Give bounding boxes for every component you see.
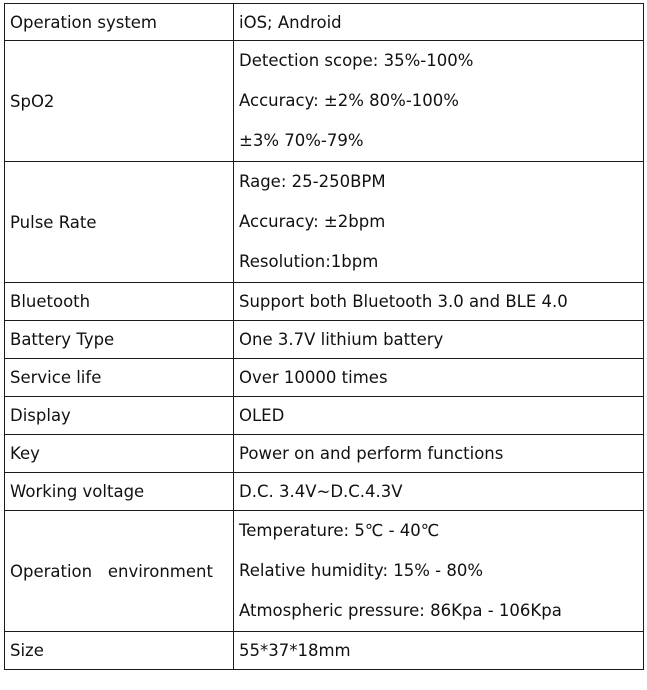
row-value: ±3% 70%-79% <box>239 131 364 150</box>
row-value-cell <box>234 511 644 632</box>
row-value: Relative humidity: 15% - 80% <box>239 561 484 580</box>
row-label: Pulse Rate <box>5 162 234 283</box>
row-label: Size <box>5 632 234 670</box>
row-value: OLED <box>234 397 644 435</box>
spec-table <box>4 3 644 670</box>
table-row <box>5 632 644 670</box>
row-value-cell <box>234 41 644 162</box>
table-row <box>5 473 644 511</box>
row-label: SpO2 <box>5 41 234 162</box>
row-value: 55*37*18mm <box>234 632 644 670</box>
table-row <box>5 321 644 359</box>
table-row <box>5 397 644 435</box>
row-value: Over 10000 times <box>234 359 644 397</box>
row-label: Key <box>5 435 234 473</box>
row-label: Service life <box>5 359 234 397</box>
table-row <box>5 359 644 397</box>
row-label: Working voltage <box>5 473 234 511</box>
row-value: Accuracy: ±2bpm <box>239 212 386 231</box>
table-row <box>5 435 644 473</box>
row-value: Rage: 25-250BPM <box>239 172 386 191</box>
row-label: Display <box>5 397 234 435</box>
row-value: Accuracy: ±2% 80%-100% <box>239 91 459 110</box>
row-label: Bluetooth <box>5 283 234 321</box>
table-row <box>5 162 644 283</box>
table-row <box>5 283 644 321</box>
row-label: Operation environment <box>5 511 234 632</box>
table-row <box>5 511 644 632</box>
row-value: Atmospheric pressure: 86Kpa - 106Kpa <box>239 601 562 620</box>
row-value: One 3.7V lithium battery <box>234 321 644 359</box>
row-value-cell <box>234 162 644 283</box>
table-row <box>5 41 644 162</box>
row-value: Detection scope: 35%-100% <box>239 51 474 70</box>
row-label: Operation system <box>5 4 234 41</box>
row-value: iOS; Android <box>234 4 644 41</box>
row-value: Power on and perform functions <box>234 435 644 473</box>
row-value: Resolution:1bpm <box>239 252 379 271</box>
row-value: D.C. 3.4V~D.C.4.3V <box>234 473 644 511</box>
row-value: Temperature: 5℃ - 40℃ <box>239 521 440 540</box>
row-value: Support both Bluetooth 3.0 and BLE 4.0 <box>234 283 644 321</box>
row-label: Battery Type <box>5 321 234 359</box>
table-row <box>5 4 644 41</box>
